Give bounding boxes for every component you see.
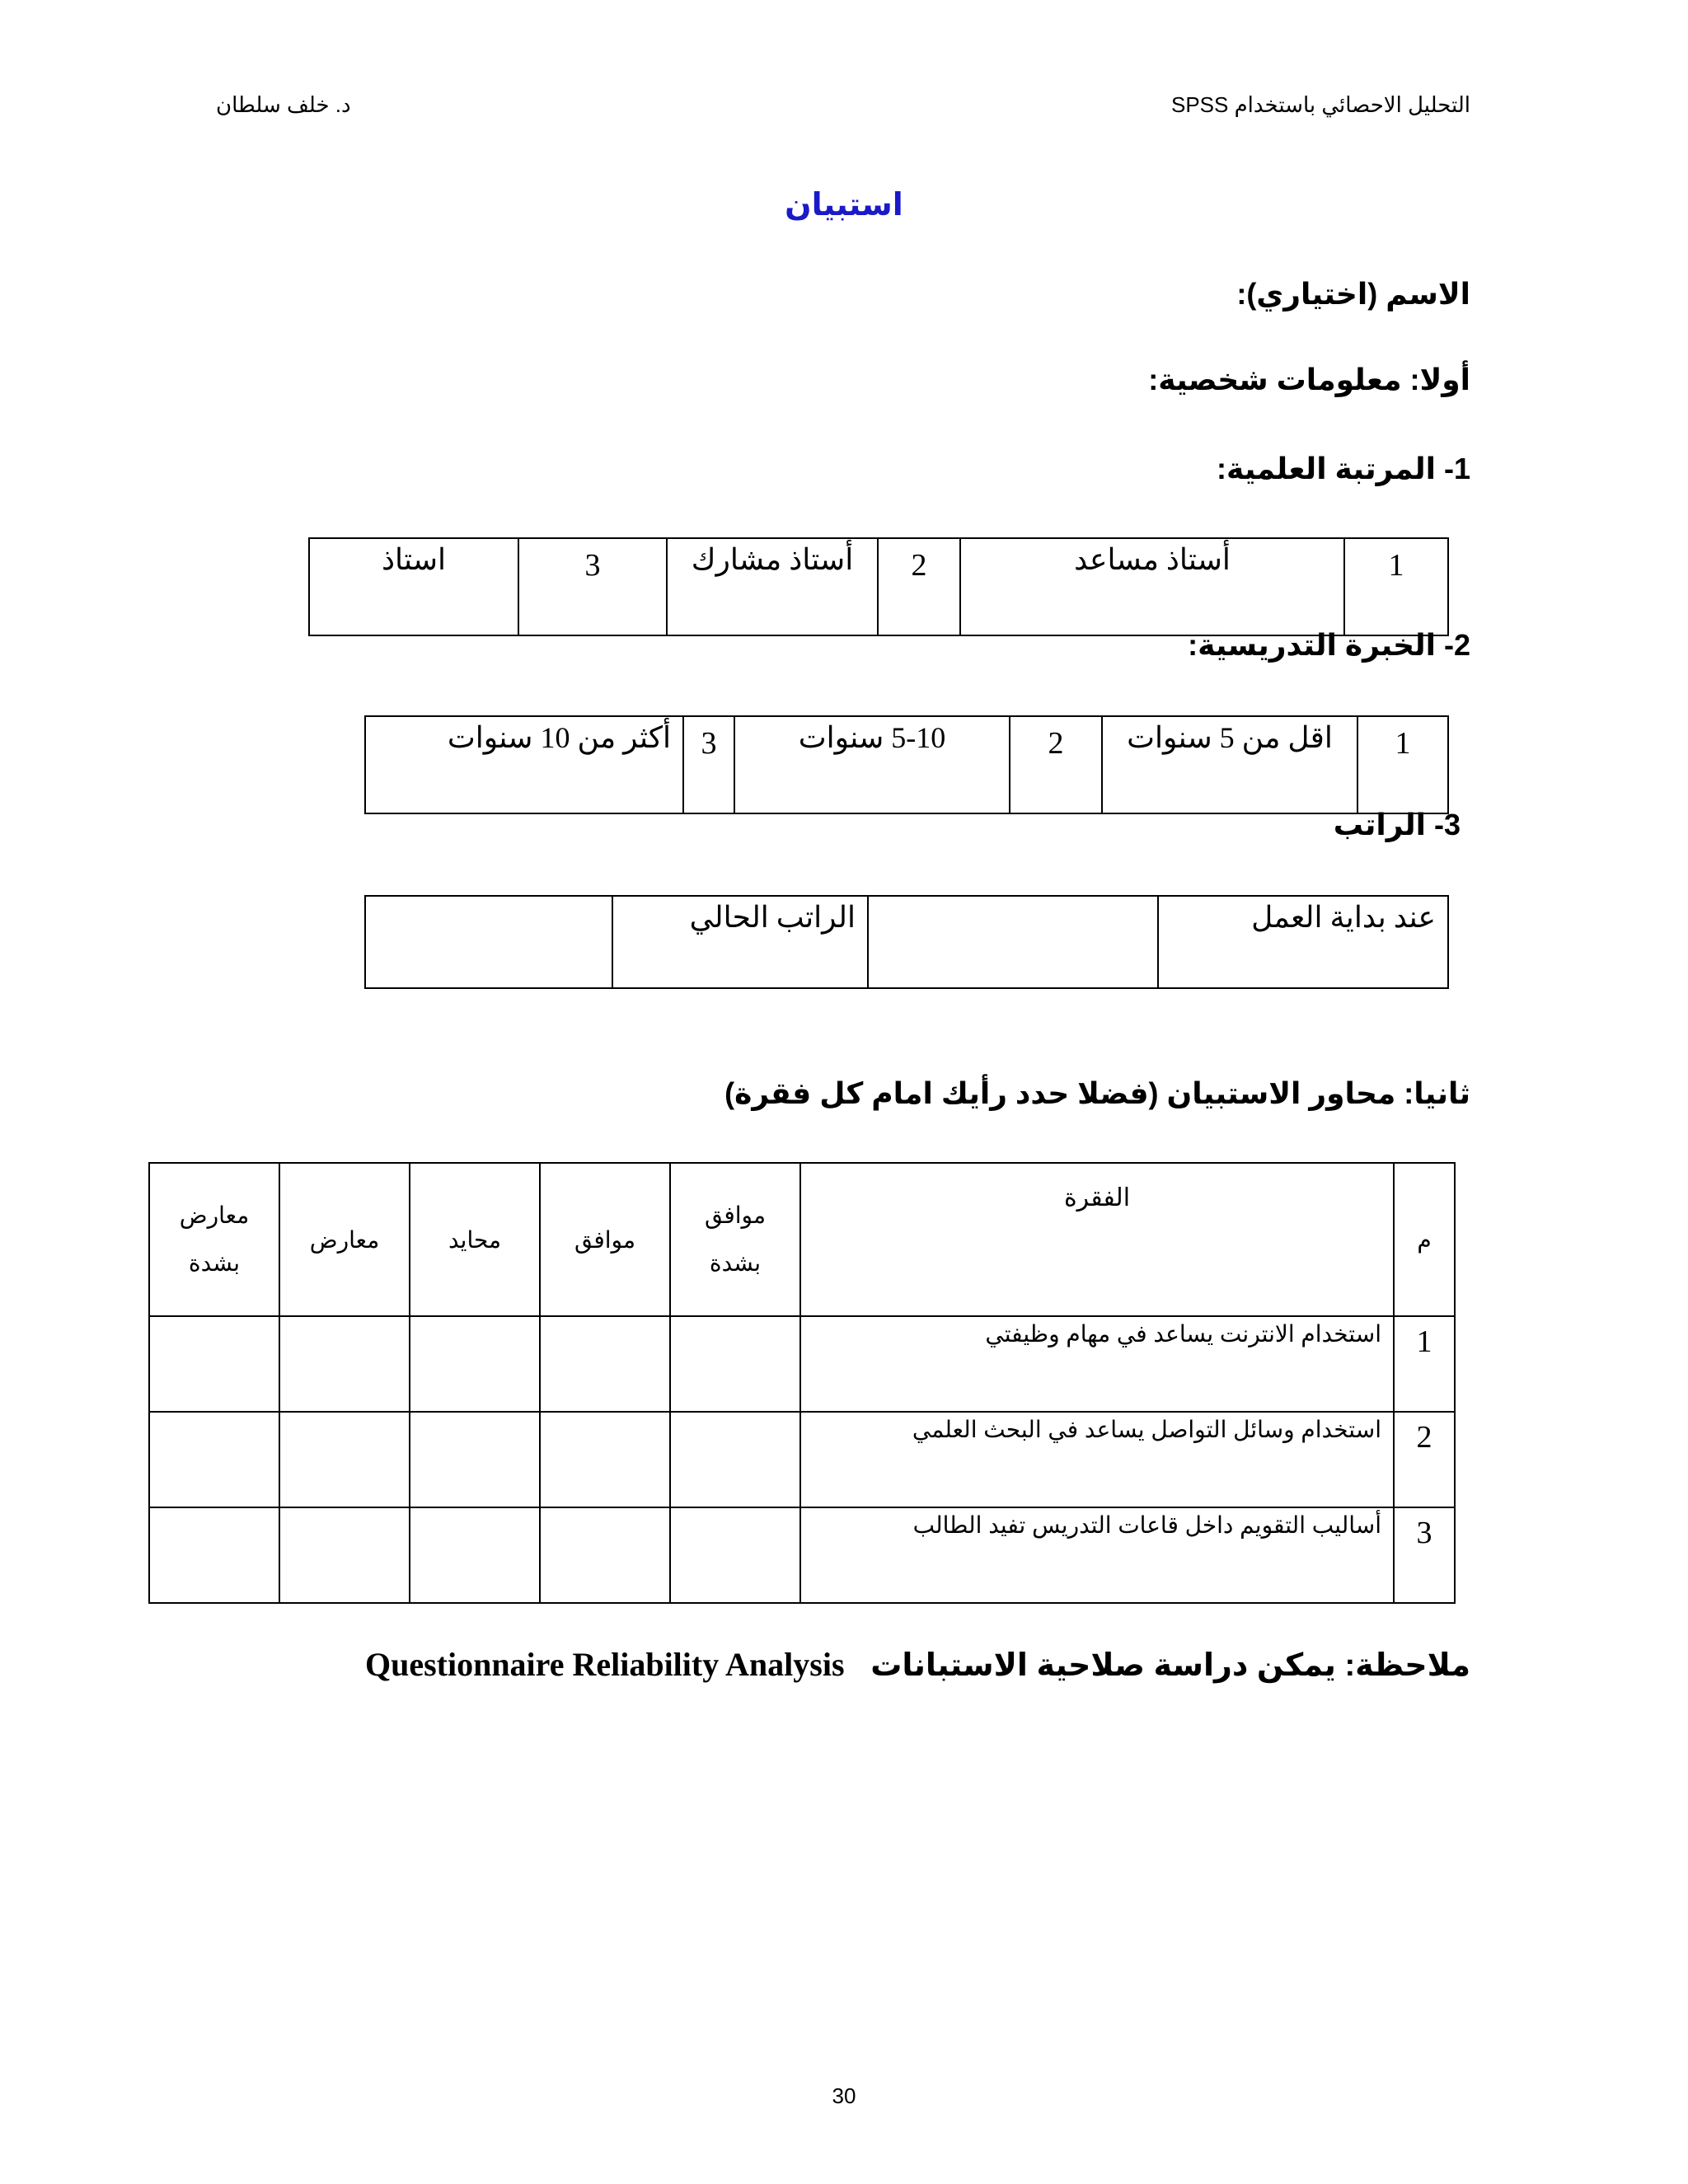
- header-strongly-agree: موافق بشدة: [670, 1163, 800, 1316]
- answer-cell-disagree[interactable]: [279, 1316, 410, 1412]
- page-title: استبيان: [785, 188, 903, 223]
- note: [365, 1645, 1470, 1684]
- answer-cell-disagree[interactable]: [279, 1412, 410, 1507]
- header-neutral: محايد: [410, 1163, 540, 1316]
- answer-cell-strongly-disagree[interactable]: [149, 1316, 279, 1412]
- rank-option-1-number[interactable]: 1: [1344, 538, 1448, 635]
- answer-cell-strongly-disagree[interactable]: [149, 1507, 279, 1603]
- header-disagree: معارض: [279, 1163, 410, 1316]
- answer-cell-strongly-agree[interactable]: [670, 1507, 800, 1603]
- experience-option-1-number[interactable]: 1: [1357, 716, 1448, 813]
- page-number: 30: [832, 2083, 856, 2108]
- answer-cell-strongly-disagree[interactable]: [149, 1412, 279, 1507]
- q3-label: 3- الراتب: [1333, 808, 1461, 841]
- salary-start-input[interactable]: [868, 896, 1158, 988]
- rank-option-2-label: أستاذ مشارك: [667, 538, 878, 635]
- note-english: Questionnaire Reliability Analysis: [364, 1646, 845, 1683]
- survey-header-row: [149, 1163, 1455, 1316]
- running-header-title: التحليل الاحصائي باستخدام SPSS: [1170, 92, 1470, 117]
- survey-table: [148, 1162, 1456, 1604]
- answer-cell-strongly-agree[interactable]: [670, 1412, 800, 1507]
- running-header-author: د. خلف سلطان: [216, 92, 351, 117]
- answer-cell-agree[interactable]: [540, 1316, 670, 1412]
- header-item: الفقرة: [800, 1163, 1394, 1316]
- rank-option-1-label: أستاذ مساعد: [960, 538, 1344, 635]
- answer-cell-neutral[interactable]: [410, 1316, 540, 1412]
- salary-current-label: الراتب الحالي: [612, 896, 868, 988]
- row-number: 1: [1394, 1316, 1455, 1412]
- rank-options-row: [309, 538, 1448, 635]
- answer-cell-neutral[interactable]: [410, 1507, 540, 1603]
- q2-label: 2- الخبرة التدريسية:: [1188, 628, 1470, 662]
- rank-options-table: [308, 537, 1449, 636]
- q1-label: 1- المرتبة العلمية:: [1217, 452, 1470, 485]
- answer-cell-neutral[interactable]: [410, 1412, 540, 1507]
- row-item-text: أساليب التقويم داخل قاعات التدريس تفيد الطالب: [800, 1507, 1394, 1603]
- answer-cell-agree[interactable]: [540, 1507, 670, 1603]
- table-row: [149, 1316, 1455, 1412]
- answer-cell-agree[interactable]: [540, 1412, 670, 1507]
- row-number: 3: [1394, 1507, 1455, 1603]
- rank-option-3-number[interactable]: 3: [518, 538, 667, 635]
- header-number: م: [1394, 1163, 1455, 1316]
- experience-option-3-label: أكثر من 10 سنوات: [365, 716, 683, 813]
- table-row: [149, 1507, 1455, 1603]
- note-prefix: ملاحظة: يمكن دراسة صلاحية الاستبانات: [870, 1648, 1470, 1683]
- experience-options-row: [365, 716, 1448, 813]
- answer-cell-disagree[interactable]: [279, 1507, 410, 1603]
- header-strongly-disagree: معارض بشدة: [149, 1163, 279, 1316]
- experience-option-2-label: 5-10 سنوات: [734, 716, 1010, 813]
- experience-option-3-number[interactable]: 3: [683, 716, 734, 813]
- rank-option-3-label: استاذ: [309, 538, 518, 635]
- experience-options-table: [364, 715, 1449, 814]
- salary-current-input[interactable]: [365, 896, 612, 988]
- experience-option-2-number[interactable]: 2: [1010, 716, 1102, 813]
- experience-option-1-label: اقل من 5 سنوات: [1102, 716, 1357, 813]
- table-row: [149, 1412, 1455, 1507]
- section1-title: أولا: معلومات شخصية:: [1148, 363, 1470, 396]
- section2-title: ثانيا: محاور الاستبيان (فضلا حدد رأيك امام كل فقرة): [724, 1076, 1470, 1110]
- salary-row: [365, 896, 1448, 988]
- row-item-text: استخدام وسائل التواصل يساعد في البحث العلمي: [800, 1412, 1394, 1507]
- name-label: الاسم (اختياري):: [1236, 277, 1470, 311]
- answer-cell-strongly-agree[interactable]: [670, 1316, 800, 1412]
- row-number: 2: [1394, 1412, 1455, 1507]
- salary-table: [364, 895, 1449, 989]
- row-item-text: استخدام الانترنت يساعد في مهام وظيفتي: [800, 1316, 1394, 1412]
- header-agree: موافق: [540, 1163, 670, 1316]
- salary-start-label: عند بداية العمل: [1158, 896, 1448, 988]
- rank-option-2-number[interactable]: 2: [878, 538, 960, 635]
